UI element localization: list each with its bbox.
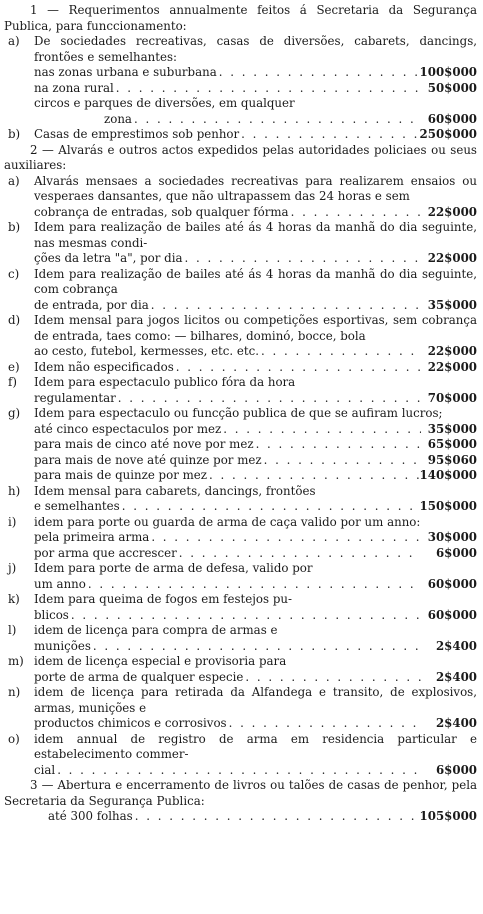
fee-description: circos e parques de diversões, em qualquer: [34, 96, 295, 110]
fee-price: 140$000: [419, 468, 477, 482]
fee-price: 70$000: [427, 390, 477, 405]
fee-price: 95$060: [427, 452, 477, 467]
fee-description: ções da letra "a", por dia: [34, 251, 183, 265]
item-text: Idem para realização de bailes até ás 4 horas da manhã do dia seguinte, com cobrança: [34, 266, 477, 296]
item-label: f): [8, 375, 17, 389]
item-label: o): [8, 731, 20, 746]
item-2m: [4, 654, 477, 685]
fee-description: até 300 folhas: [48, 809, 133, 823]
item-2b: [4, 220, 477, 267]
item-2k: [4, 592, 477, 623]
fee-description: Casas de emprestimos sob penhor: [34, 127, 240, 141]
item-label: n): [8, 685, 21, 699]
fee-price: 105$000: [419, 809, 477, 823]
fee-description: zona: [104, 111, 132, 126]
item-2a: [4, 174, 477, 221]
fee-row: [34, 716, 477, 732]
item-2l: [4, 623, 477, 654]
fee-row: [34, 639, 477, 655]
fee-row: [34, 344, 477, 360]
item-text: idem para porte ou guarda de arma de caça valido por um anno:: [34, 514, 421, 529]
item-label: a): [8, 34, 20, 48]
fee-description: por arma que accrescer: [34, 545, 177, 560]
item-label: i): [8, 514, 17, 529]
fee-price: 6$000: [435, 545, 477, 560]
item-2g: [4, 406, 477, 484]
fee-price: 2$400: [435, 716, 477, 730]
fee-description: até cinco espectaculos por mez: [34, 421, 222, 436]
fee-row: [4, 96, 477, 112]
fee-description: munições: [34, 638, 91, 653]
section-2: [4, 143, 477, 779]
item-label: k): [8, 592, 20, 606]
item-2h: [4, 484, 477, 515]
item-2n: [4, 685, 477, 732]
fee-description: um anno: [34, 576, 86, 591]
fee-row: [4, 112, 477, 128]
section-3: [4, 778, 477, 825]
item-text: Idem para espectaculo publico fóra da hora: [34, 375, 296, 389]
fee-row: [34, 608, 477, 624]
fee-description: ao cesto, futebol, kermesses, etc. etc.: [34, 344, 259, 358]
section-3-heading: 3 — Abertura e encerramento de livros ou talões de casas de penhor, pela Secretaria da Segurança Publica:: [4, 778, 477, 808]
fee-row: [34, 251, 477, 267]
item-label: g): [8, 406, 21, 420]
fee-price: 100$000: [419, 65, 477, 79]
fee-price: 35$000: [427, 297, 477, 312]
fee-row: [34, 127, 477, 143]
fee-description: nas zonas urbana e suburbana: [34, 65, 217, 79]
fee-description: cobrança de entradas, sob qualquer fórma: [34, 204, 289, 219]
item-2o: [4, 732, 477, 779]
fee-description: para mais de quinze por mez: [34, 468, 207, 482]
fee-price: 2$400: [435, 669, 477, 684]
item-text: Idem mensal para cabarets, dancings, frontões: [34, 483, 316, 498]
fee-description: Idem não especificados: [34, 359, 174, 374]
item-text: De sociedades recreativas, casas de diversões, cabarets, dancings, frontões e semelhantes:: [34, 34, 477, 64]
item-label: b): [8, 220, 21, 234]
item-2f: [4, 375, 477, 406]
item-label: d): [8, 313, 21, 327]
fee-price: 35$000: [427, 421, 477, 436]
fee-row: [34, 530, 477, 546]
fee-row: [34, 468, 477, 484]
item-text: idem de licença para retirada da Alfandega e transito, de explosivos, armas, munições e: [34, 685, 477, 715]
fee-description: cial: [34, 762, 56, 777]
fee-row: [34, 205, 477, 221]
item-2i: [4, 515, 477, 562]
fee-price: 22$000: [427, 344, 477, 358]
item-text: idem de licença para compra de armas e: [34, 623, 278, 637]
item-label: l): [8, 623, 17, 637]
fee-description: porte de arma de qualquer especie: [34, 669, 244, 684]
item-label: b): [8, 127, 21, 141]
fee-row: [34, 577, 477, 593]
item-1a: [4, 34, 477, 65]
fee-row: [34, 298, 477, 314]
item-label: h): [8, 483, 21, 498]
item-text: Idem para espectaculo ou funcção publica de que se aufiram lucros;: [34, 406, 443, 420]
fee-description: regulamentar: [34, 390, 116, 405]
fee-row: [34, 422, 477, 438]
fee-price: 250$000: [419, 127, 477, 141]
fee-row: [34, 437, 477, 453]
fee-description: de entrada, por dia: [34, 297, 149, 312]
item-1b: [4, 127, 477, 143]
fee-description: productos chimicos e corrosivos: [34, 716, 227, 730]
section-1-heading: 1 — Requerimentos annualmente feitos á Secretaria da Segurança Publica, para funccionamento:: [4, 3, 477, 33]
fee-price: 6$000: [435, 762, 477, 777]
fee-description: e semelhantes: [34, 499, 120, 513]
fee-row: [34, 763, 477, 779]
fee-row: [34, 453, 477, 469]
fee-price: 22$000: [427, 251, 477, 265]
item-label: e): [8, 359, 20, 374]
fee-row: [34, 546, 477, 562]
fee-price: 60$000: [427, 576, 477, 591]
fee-description: pela primeira arma: [34, 530, 150, 544]
fee-description: para mais de cinco até nove por mez: [34, 437, 254, 451]
fee-row: [34, 391, 477, 407]
item-label: j): [8, 561, 17, 575]
fee-row: [4, 65, 477, 81]
item-2d: [4, 313, 477, 360]
fee-price: 22$000: [427, 204, 477, 219]
fee-description: na zona rural: [34, 80, 114, 95]
fee-price: 22$000: [427, 359, 477, 374]
item-2c: [4, 267, 477, 314]
section-1: [4, 3, 477, 143]
item-text: Idem para porte de arma de defesa, valido por: [34, 561, 313, 575]
item-text: Idem para queima de fogos em festejos pu-: [34, 592, 292, 606]
section-2-heading: 2 — Alvarás e outros actos expedidos pelas autoridades policiaes ou seus auxiliares:: [4, 142, 477, 172]
fee-row: [34, 360, 477, 376]
item-text: idem annual de registro de arma em residencia particular e estabelecimento commer-: [34, 731, 477, 761]
fee-price: 30$000: [427, 530, 477, 544]
fee-row: [34, 499, 477, 515]
fee-row: [4, 809, 477, 825]
item-text: Idem mensal para jogos licitos ou competições esportivas, sem cobrança de entrada, taes como: — bilhares, dominó, bocce, bola: [34, 313, 477, 343]
fee-price: 50$000: [427, 80, 477, 95]
item-label: a): [8, 173, 20, 188]
item-text: Idem para realização de bailes até ás 4 horas da manhã do dia seguinte, nas mesmas condi-: [34, 220, 477, 250]
fee-price: 2$400: [435, 638, 477, 653]
fee-description: blicos: [34, 607, 69, 622]
item-text: Alvarás mensaes a sociedades recreativas para realizarem ensaios ou vesperaes dansantes, que não ultrapassem das 24 horas e sem: [34, 173, 477, 203]
fee-price: 60$000: [427, 111, 477, 126]
fee-row: [34, 670, 477, 686]
item-2j: [4, 561, 477, 592]
fee-price: 65$000: [427, 437, 477, 451]
fee-description: para mais de nove até quinze por mez: [34, 452, 262, 467]
fee-row: [4, 81, 477, 97]
fee-price: 150$000: [419, 499, 477, 513]
item-text: idem de licença especial e provisoria para: [34, 654, 287, 668]
item-label: c): [8, 266, 20, 281]
item-label: m): [8, 654, 24, 668]
item-2e: [4, 360, 477, 376]
fee-price: 60$000: [427, 607, 477, 622]
